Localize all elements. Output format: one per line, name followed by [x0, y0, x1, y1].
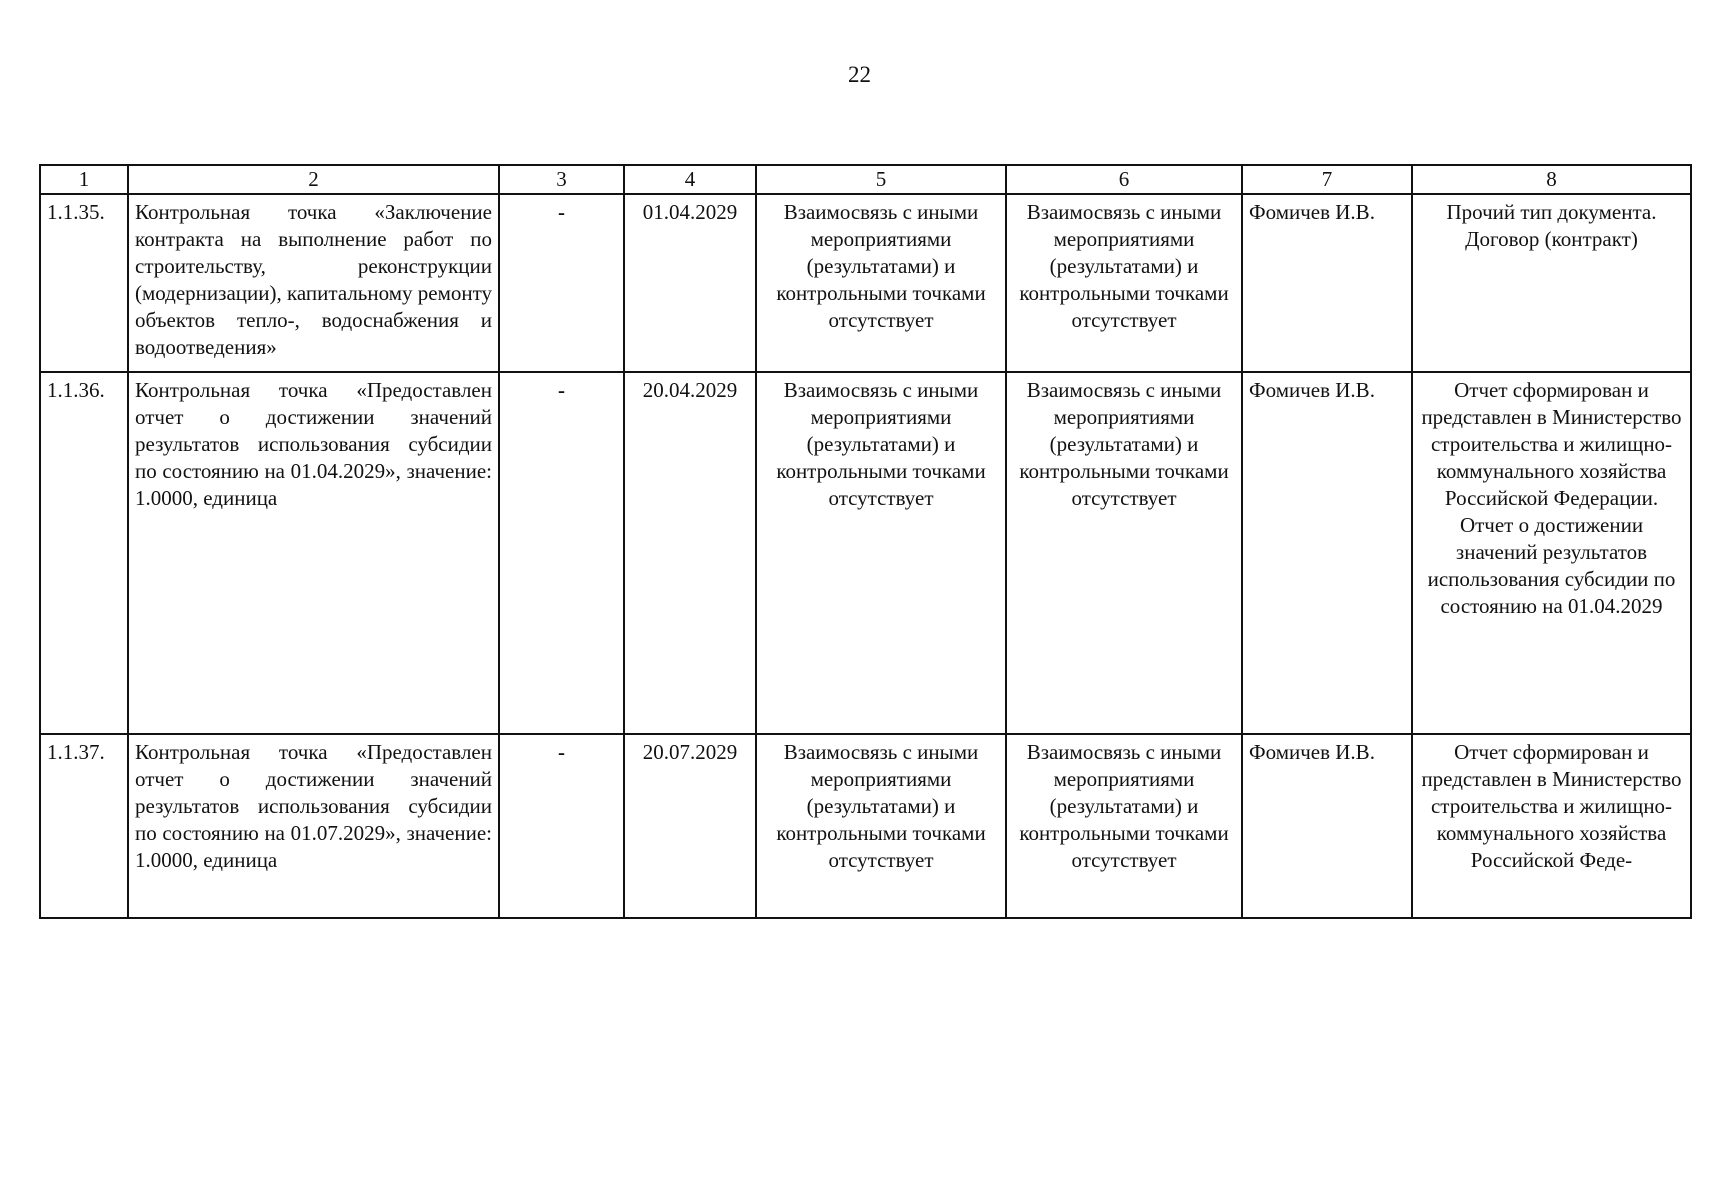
control-points-table	[39, 164, 1692, 919]
control-point-name: Контрольная точка «Предоставлен отчет о достижении значений результатов использования субсидии по состоянию на 01.04.2029», значение: 1.0000, единица	[128, 372, 499, 734]
table-row	[40, 372, 1691, 734]
header-cell-5: 5	[756, 165, 1006, 194]
table-row	[40, 734, 1691, 918]
row-number: 1.1.35.	[40, 194, 128, 372]
responsible-person: Фомичев И.В.	[1242, 194, 1412, 372]
result-document	[1412, 194, 1691, 372]
result-line: Отчет сформирован и представлен в Министерство строительства и жилищно-коммунального хозяйства Российской Феде-	[1421, 740, 1682, 872]
relation-column-5: Взаимосвязь с иными мероприятиями (результатами) и контрольными точками отсутствует	[756, 372, 1006, 734]
header-cell-4: 4	[624, 165, 756, 194]
control-point-date: 20.07.2029	[624, 734, 756, 918]
relation-column-5: Взаимосвязь с иными мероприятиями (результатами) и контрольными точками отсутствует	[756, 734, 1006, 918]
result-document	[1412, 372, 1691, 734]
control-point-name: Контрольная точка «Заключение контракта на выполнение работ по строительству, реконструкции (модернизации), капитальному ремонту объектов тепло-, водоснабжения и водоотведения»	[128, 194, 499, 372]
responsible-person: Фомичев И.В.	[1242, 372, 1412, 734]
control-point-name: Контрольная точка «Предоставлен отчет о достижении значений результатов использования субсидии по состоянию на 01.07.2029», значение: 1.0000, единица	[128, 734, 499, 918]
result-line: Отчет о достижении значений результатов использования субсидии по состоянию на 01.04.2029	[1427, 513, 1676, 618]
page-number: 22	[848, 62, 871, 87]
table-row	[40, 194, 1691, 372]
result-line: Прочий тип документа.	[1446, 200, 1657, 224]
header-cell-6: 6	[1006, 165, 1242, 194]
relation-column-5: Взаимосвязь с иными мероприятиями (результатами) и контрольными точками отсутствует	[756, 194, 1006, 372]
relation-column-6: Взаимосвязь с иными мероприятиями (результатами) и контрольными точками отсутствует	[1006, 734, 1242, 918]
header-cell-7: 7	[1242, 165, 1412, 194]
header-cell-1: 1	[40, 165, 128, 194]
header-cell-2: 2	[128, 165, 499, 194]
control-point-date: 01.04.2029	[624, 194, 756, 372]
result-line: Договор (контракт)	[1465, 227, 1638, 251]
row-number: 1.1.36.	[40, 372, 128, 734]
result-line: Отчет сформирован и представлен в Министерство строительства и жилищно-коммунального хозяйства Российской Федерации.	[1421, 378, 1682, 510]
column-3-value: -	[499, 194, 624, 372]
responsible-person: Фомичев И.В.	[1242, 734, 1412, 918]
control-point-date: 20.04.2029	[624, 372, 756, 734]
column-3-value: -	[499, 734, 624, 918]
header-cell-3: 3	[499, 165, 624, 194]
header-row	[40, 165, 1691, 194]
row-number: 1.1.37.	[40, 734, 128, 918]
relation-column-6: Взаимосвязь с иными мероприятиями (результатами) и контрольными точками отсутствует	[1006, 372, 1242, 734]
column-3-value: -	[499, 372, 624, 734]
header-cell-8: 8	[1412, 165, 1691, 194]
relation-column-6: Взаимосвязь с иными мероприятиями (результатами) и контрольными точками отсутствует	[1006, 194, 1242, 372]
result-document	[1412, 734, 1691, 918]
